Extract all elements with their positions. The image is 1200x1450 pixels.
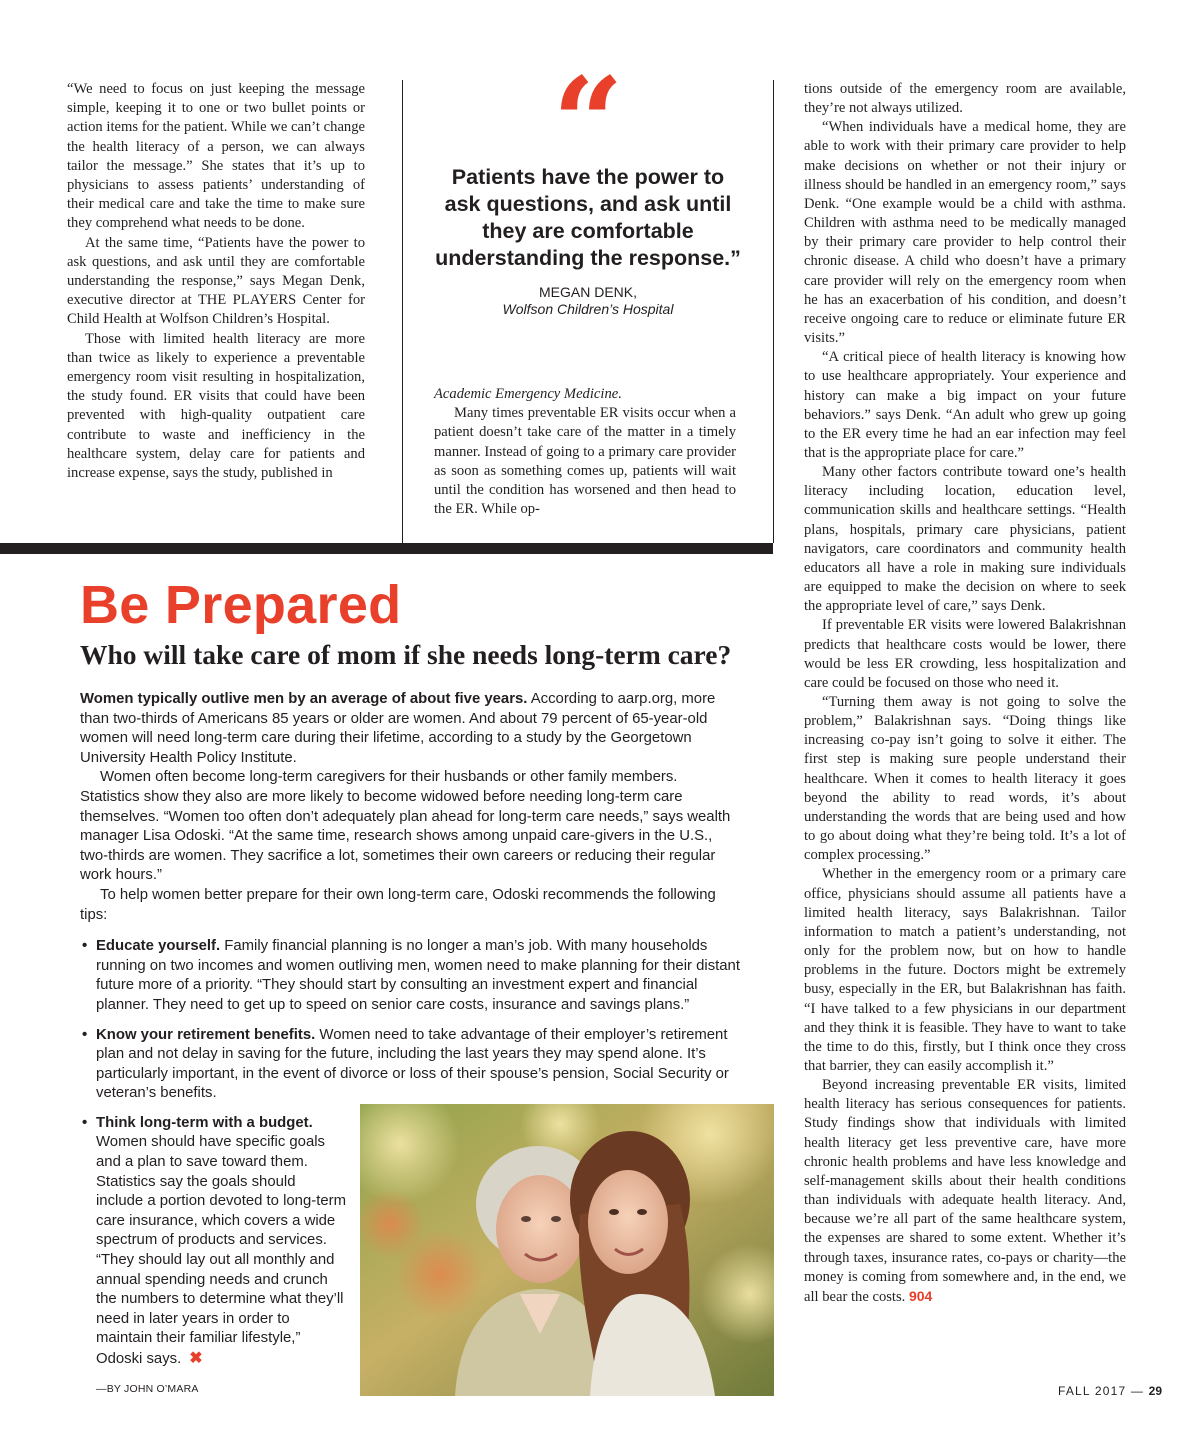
section-divider-bar (0, 543, 773, 554)
paragraph: “When individuals have a medical home, they are able to work with their primary care provider to help make decisions on whether or not their injury or illness should be handled in an emergency room,” says Denk. “One example would be a child with asthma. Children with asthma need to be medically managed by their primary care provider to help control their chronic disease. A child who doesn’t have a primary care provider will rely on the emergency room when he has an exacerbation of his condition, and doesn’t receive ongoing care to reduce or eliminate future ER visits.” (804, 119, 1126, 347)
pull-quote-attribution-name: MEGAN DENK, (538, 284, 637, 300)
lead-text: According to aarp.org, more than two-thirds of Americans 85 years or older are women. And about 79 percent of 65-year-old women will need long-term care during their lifetime, according to a study by the Georgetown University Health Policy Institute. (80, 691, 716, 766)
tip-text: Women should have specific goals and a plan to save toward them. Statistics say the goals should include a portion devoted to long-term care insurance, which covers a wide spectrum of products and services. “They should lay out all monthly and annual spending needs and crunch the numbers to determine what they’ll need in later years in order to maintain their familiar lifestyle,” Odoski says. (96, 1134, 346, 1367)
sidebar-subtitle: Who will take care of mom if she needs long-term care? (80, 639, 732, 670)
paragraph: Those with limited health literacy are more than twice as likely to experience a preventable emergency room visit resulting in hospitalization, the study found. ER visits that could have been prevented with high-quality outpatient care contribute to waste and inefficiency in the healthcare system, delay care for patients and increase expense, says the study, published in (67, 330, 365, 482)
paragraph: If preventable ER visits were lowered Balakrishnan predicts that healthcare costs would be lower, there would be less ER crowding, less hospitalization and care could be focused on those who need it. (804, 617, 1126, 691)
paragraph: “We need to focus on just keeping the message simple, keeping it to one or two bullet points or action items for the patient. While we can’t change the health literacy of a person, we can always tailor the message.” She states that it’s up to physicians to assess patients’ understanding of their medical care and take the time to make sure they comprehend what needs to be done. (67, 81, 365, 232)
paragraph: Whether in the emergency room or a primary care office, physicians should assume all patients have a limited health literacy, says Balakrishnan. Tailor information to match a patient’s understanding, not only for the problem now, but on how to handle problems in the future. Doctors might be extremely busy, especially in the ER, but Balakrishnan has faith. “I have talked to a few physicians in our department and they think it is feasible. They have to want to take the time to do this, firstly, but I think once they cross that barrier, they can easily accomplish it.” (804, 866, 1126, 1074)
page-folio (1058, 1384, 1162, 1398)
tip-item (80, 937, 740, 1015)
tip-heading: Know your retirement benefits. (96, 1026, 316, 1043)
pull-quote (432, 74, 744, 318)
sidebar-title: Be Prepared (80, 575, 402, 635)
end-mark-icon: ✖ (189, 1350, 203, 1367)
pull-quote-text: Patients have the power to ask questions, and ask until they are comfortable understanding the response.” (435, 165, 741, 270)
paragraph: “Turning them away is not going to solve the problem,” Balakrishnan says. “Doing things like increasing co-pay isn’t going to solve it either. The first step is making sure people understand their healthcare. When it comes to health literacy it goes beyond the ability to read words, it’s about understanding the words that are being used and how to go about doing what they’re being told. It’s a lot of complex processing.” (804, 694, 1126, 864)
issue-label: FALL 2017 — (1057, 1384, 1145, 1398)
tip-heading: Educate yourself. (96, 938, 221, 955)
pull-quote-attribution-org: Wolfson Children’s Hospital (502, 301, 674, 317)
article-column-left (67, 80, 365, 483)
photo-mother-daughter (360, 1104, 774, 1396)
paragraph: At the same time, “Patients have the power to ask questions, and ask until they are comfortable understanding the response,” says Megan Denk, executive director at THE PLAYERS Center for Child Health at Wolfson Children’s Hospital. (67, 234, 365, 328)
article-column-middle (434, 385, 736, 519)
page-number: 29 (1148, 1384, 1162, 1398)
paragraph: Many times preventable ER visits occur when a patient doesn’t take care of the matter in a timely manner. Instead of going to a primary care provider as soon as something comes up, patients will wait until the condition has worsened and then head to the ER. While op- (434, 405, 736, 518)
paragraph: Many other factors contribute toward one’s health literacy including location, education level, communication skills and healthcare settings. “Health plans, hospitals, primary care physicians, patient navigators, care coordinators and community health educators all have a role in making sure individuals are equipped to make the decision on where to seek the appropriate level of care,” says Denk. (804, 464, 1126, 615)
tip-heading: Think long-term with a budget. (96, 1114, 313, 1131)
lead-bold: Women typically outlive men by an average of about five years. (80, 691, 528, 707)
photo-illustration (360, 1104, 774, 1396)
tip-text: Women need to take advantage of their employer’s retirement plan and not delay in saving for the future, including the last years they may spend alone. It’s particularly important, in the event of divorce or loss of their spouse’s pension, Social Security or veteran’s benefits. (96, 1026, 729, 1102)
column-divider (402, 80, 403, 543)
tip-item (80, 1026, 740, 1104)
paragraph-last (804, 1076, 1126, 1307)
quote-mark-icon: “ (552, 74, 624, 156)
byline: —BY JOHN O’MARA (96, 1382, 199, 1395)
tip-text: Family financial planning is no longer a man’s job. With many households running on two incomes and women outliving men, women need to make planning for their distant future more of a priority. “They should start by consulting an investment expert and financial planner. They need to get up to speed on senior care costs, insurance and savings plans.” (96, 938, 740, 1013)
journal-name: Academic Emergency Medicine. (434, 386, 622, 402)
column-divider (773, 80, 774, 543)
paragraph: To help women better prepare for their own long-term care, Odoski recommends the following tips: (80, 886, 716, 923)
paragraph-text: Beyond increasing preventable ER visits, limited health literacy has serious consequences for patients. Study findings show that individuals with limited health literacy get less preventive care, have more chronic health problems and have less knowledge and self-management skills about their health conditions than individuals with adequate health literacy. And, because we’re all part of the same healthcare system, the expenses are shared to some extent. Whether it’s through taxes, insurance rates, co-pays or charity—the money is coming from somewhere and, in the end, we all bear the costs. (804, 1077, 1126, 1305)
sidebar-lead (80, 690, 740, 768)
article-column-right (804, 80, 1126, 1307)
paragraph: Women often become long-term caregivers for their husbands or other family members. Statistics show they also are more likely to become widowed before needing long-term care themselves. “Women too often don’t adequately plan ahead for long-term care needs,” says wealth manager Lisa Odoski. “At the same time, research shows among unpaid care-givers in the U.S., two-thirds are women. They sacrifice a lot, sometimes their own careers or reducing their regular work hours.” (80, 769, 731, 884)
paragraph: tions outside of the emergency room are available, they’re not always utilized. (804, 81, 1126, 117)
article-end-code: 904 (908, 1287, 933, 1304)
tip-item (80, 1114, 346, 1370)
paragraph: “A critical piece of health literacy is knowing how to use healthcare appropriately. Your experience and history can make a big impact on your future behaviors.” says Denk. “An adult who grew up going to the ER every time he had an ear infection may feel that is the appropriate place for care.” (804, 349, 1126, 461)
